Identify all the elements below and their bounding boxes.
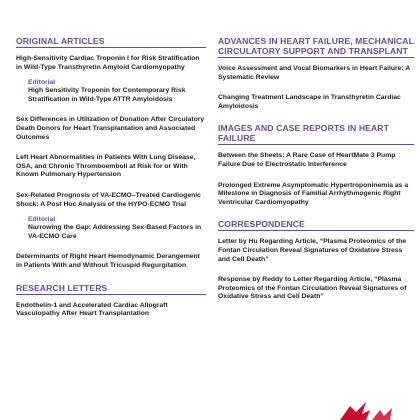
editorial-label: Editorial — [28, 79, 56, 87]
article-title[interactable]: Letter by Hu Regarding Article, “Plasma Proteomics of the Fontan Circulation Reveal Signatures of Oxidative Stress and Cell Death” — [218, 238, 407, 263]
article-title[interactable]: Endothelin-1 and Accelerated Cardiac Allograft Vasculopathy After Heart Transplantation — [16, 301, 168, 318]
editorial-group — [16, 215, 206, 241]
article-title[interactable]: Sex Differences in Utilization of Donation After Circulatory Death Donors for Heart Transplantation and Associated Outcomes — [16, 116, 205, 141]
section-heading-line: ADVANCES IN HEART FAILURE, MECHANICAL — [218, 36, 414, 46]
article-title[interactable]: Left Heart Abnormalities in Patients With Lung Disease, OSA, and Chronic Thromboemboli at Risk for or With Known Pulmonary Hypertension — [16, 154, 196, 179]
article-title[interactable]: Changing Treatment Landscape in Transthyretin Cardiac Amyloidosis — [218, 94, 401, 110]
section-heading-line: CIRCULATORY SUPPORT AND TRANSPLANT — [218, 46, 408, 56]
article-title[interactable]: Response by Reddy to Letter Regarding Article, “Plasma Proteomics of the Fontan Circulation Reveal Signatures of Oxidative Stress and Cell Death” — [218, 276, 407, 301]
right-column — [218, 36, 414, 314]
article-title[interactable]: Between the Sheets: A Rare Case of HeartMate 3 Pump Failure Due to Electrostatic Interference — [218, 152, 396, 168]
article-title[interactable]: Sex-Related Prognosis of VA-ECMO–Treated Cardiogenic Shock: A Post Hoc Analysis of the HYPO-ECMO Trial — [16, 191, 201, 208]
article-title[interactable]: Prolonged Extreme Asymptomatic Hypertroponinemia as a Milestone in Diagnosis of Familial Arrhythmogenic Right Ventricular Cardiomyopathy — [218, 181, 409, 206]
editorial-group — [16, 78, 206, 104]
editorial-title[interactable]: High Sensitivity Troponin for Contemporary Risk Stratification in Wild-Type ATTR Amyloidosis — [28, 87, 186, 103]
editorial-label: Editorial — [28, 216, 56, 224]
section-heading-correspondence: CORRESPONDENCE — [218, 219, 414, 231]
article-title[interactable]: High-Sensitivity Cardiac Troponin I for Risk Stratification in Wild-Type Transthyretin Amyloid Cardiomyopathy — [16, 55, 200, 71]
section-heading-images-case-reports: IMAGES AND CASE REPORTS IN HEART FAILURE — [218, 123, 414, 145]
article-title[interactable]: Voice Assessment and Vocal Biomarkers in Heart Failure: A Systematic Review — [218, 65, 411, 81]
left-column — [16, 36, 206, 331]
section-heading-original-articles: ORIGINAL ARTICLES — [16, 36, 206, 48]
publisher-logo-icon — [336, 400, 396, 420]
editorial-title[interactable]: Narrowing the Gap: Addressing Sex-Based Factors in VA-ECMO Care — [28, 224, 202, 240]
section-heading-research-letters: RESEARCH LETTERS — [16, 283, 206, 295]
section-heading-advances — [218, 36, 414, 58]
article-title[interactable]: Determinants of Right Heart Hemodynamic Derangement in Patients With and Without Tricuspid Regurgitation — [16, 253, 200, 269]
